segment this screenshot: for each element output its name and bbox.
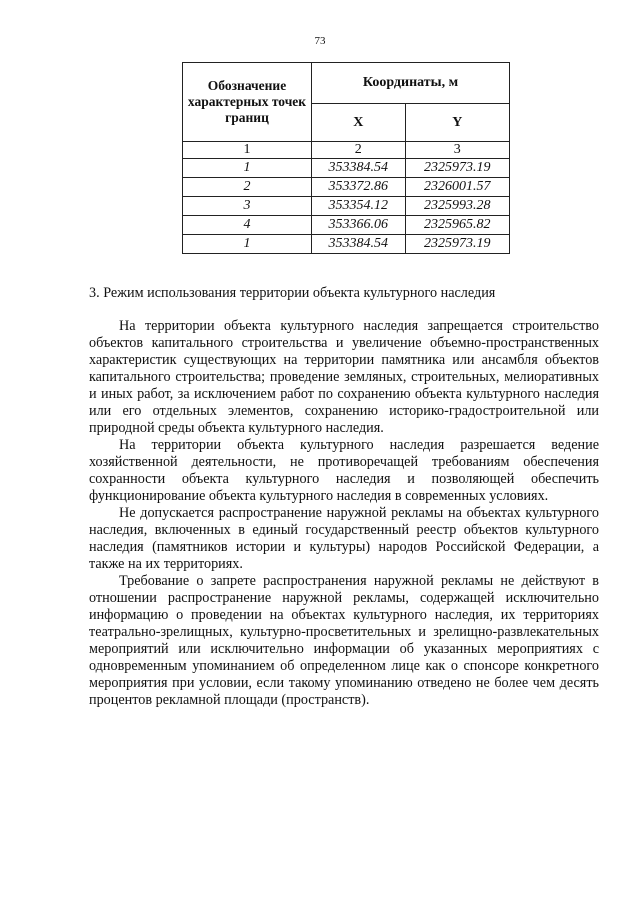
table-row — [183, 178, 510, 197]
header-boundary-points: Обозначение характерных точек границ — [183, 63, 312, 142]
cell-y: 2325965.82 — [405, 216, 509, 235]
paragraph: На территории объекта культурного наследия разрешается ведение хозяйственной деятельности, не противоречащей требованиям обеспечения сохранности объекта культурного наследия и позволяющей обеспечить функционирование объекта культурного наследия в современных условиях. — [89, 437, 599, 504]
header-y: Y — [405, 104, 509, 142]
cell-y: 2325973.19 — [405, 235, 509, 254]
cell-point: 1 — [183, 235, 312, 254]
cell-x: 353384.54 — [312, 235, 406, 254]
cell-x: 353384.54 — [312, 159, 406, 178]
column-number: 1 — [183, 142, 312, 159]
cell-y: 2326001.57 — [405, 178, 509, 197]
header-coordinates: Координаты, м — [312, 63, 510, 104]
table-row — [183, 235, 510, 254]
cell-point: 4 — [183, 216, 312, 235]
paragraph: Требование о запрете распространения наружной рекламы не действуют в отношении распространение наружной рекламы, содержащей исключительно информацию о проведении на объектах культурного наследия, их территориях театрально-зрелищных, культурно-просветительных и зрелищно-развлекательных мероприятий или исключительно информации об указанных мероприятиях с одновременным упоминанием об определенном лице как о спонсоре конкретного мероприятия при условии, если такому упоминанию отведено не более чем десять процентов рекламной площади (пространств). — [89, 573, 599, 708]
table-row — [183, 216, 510, 235]
column-number: 2 — [312, 142, 406, 159]
coordinates-table — [182, 62, 510, 254]
cell-y: 2325993.28 — [405, 197, 509, 216]
cell-x: 353354.12 — [312, 197, 406, 216]
cell-x: 353372.86 — [312, 178, 406, 197]
table-row — [183, 159, 510, 178]
cell-point: 1 — [183, 159, 312, 178]
section-heading: 3. Режим использования территории объекта культурного наследия — [89, 285, 496, 301]
paragraph: Не допускается распространение наружной рекламы на объектах культурного наследия, включенных в единый государственный реестр объектов культурного наследия (памятников истории и культуры) народов Российской Федерации, а также на их территориях. — [89, 505, 599, 572]
table-row — [183, 197, 510, 216]
table-header-row — [183, 63, 510, 104]
cell-y: 2325973.19 — [405, 159, 509, 178]
cell-x: 353366.06 — [312, 216, 406, 235]
header-x: X — [312, 104, 406, 142]
table-column-numbers-row — [183, 142, 510, 159]
section-body — [89, 318, 599, 709]
cell-point: 3 — [183, 197, 312, 216]
cell-point: 2 — [183, 178, 312, 197]
paragraph: На территории объекта культурного наследия запрещается строительство объектов капитального строительства и увеличение объемно-пространственных характеристик существующих на территории памятника или ансамбля объектов капитального строительства; проведение земляных, строительных, мелиоративных и иных работ, за исключением работ по сохранению объекта культурного наследия или его отдельных элементов, сохранению историко-градостроительной или природной среды объекта культурного наследия. — [89, 318, 599, 436]
column-number: 3 — [405, 142, 509, 159]
page-number: 73 — [314, 35, 326, 47]
